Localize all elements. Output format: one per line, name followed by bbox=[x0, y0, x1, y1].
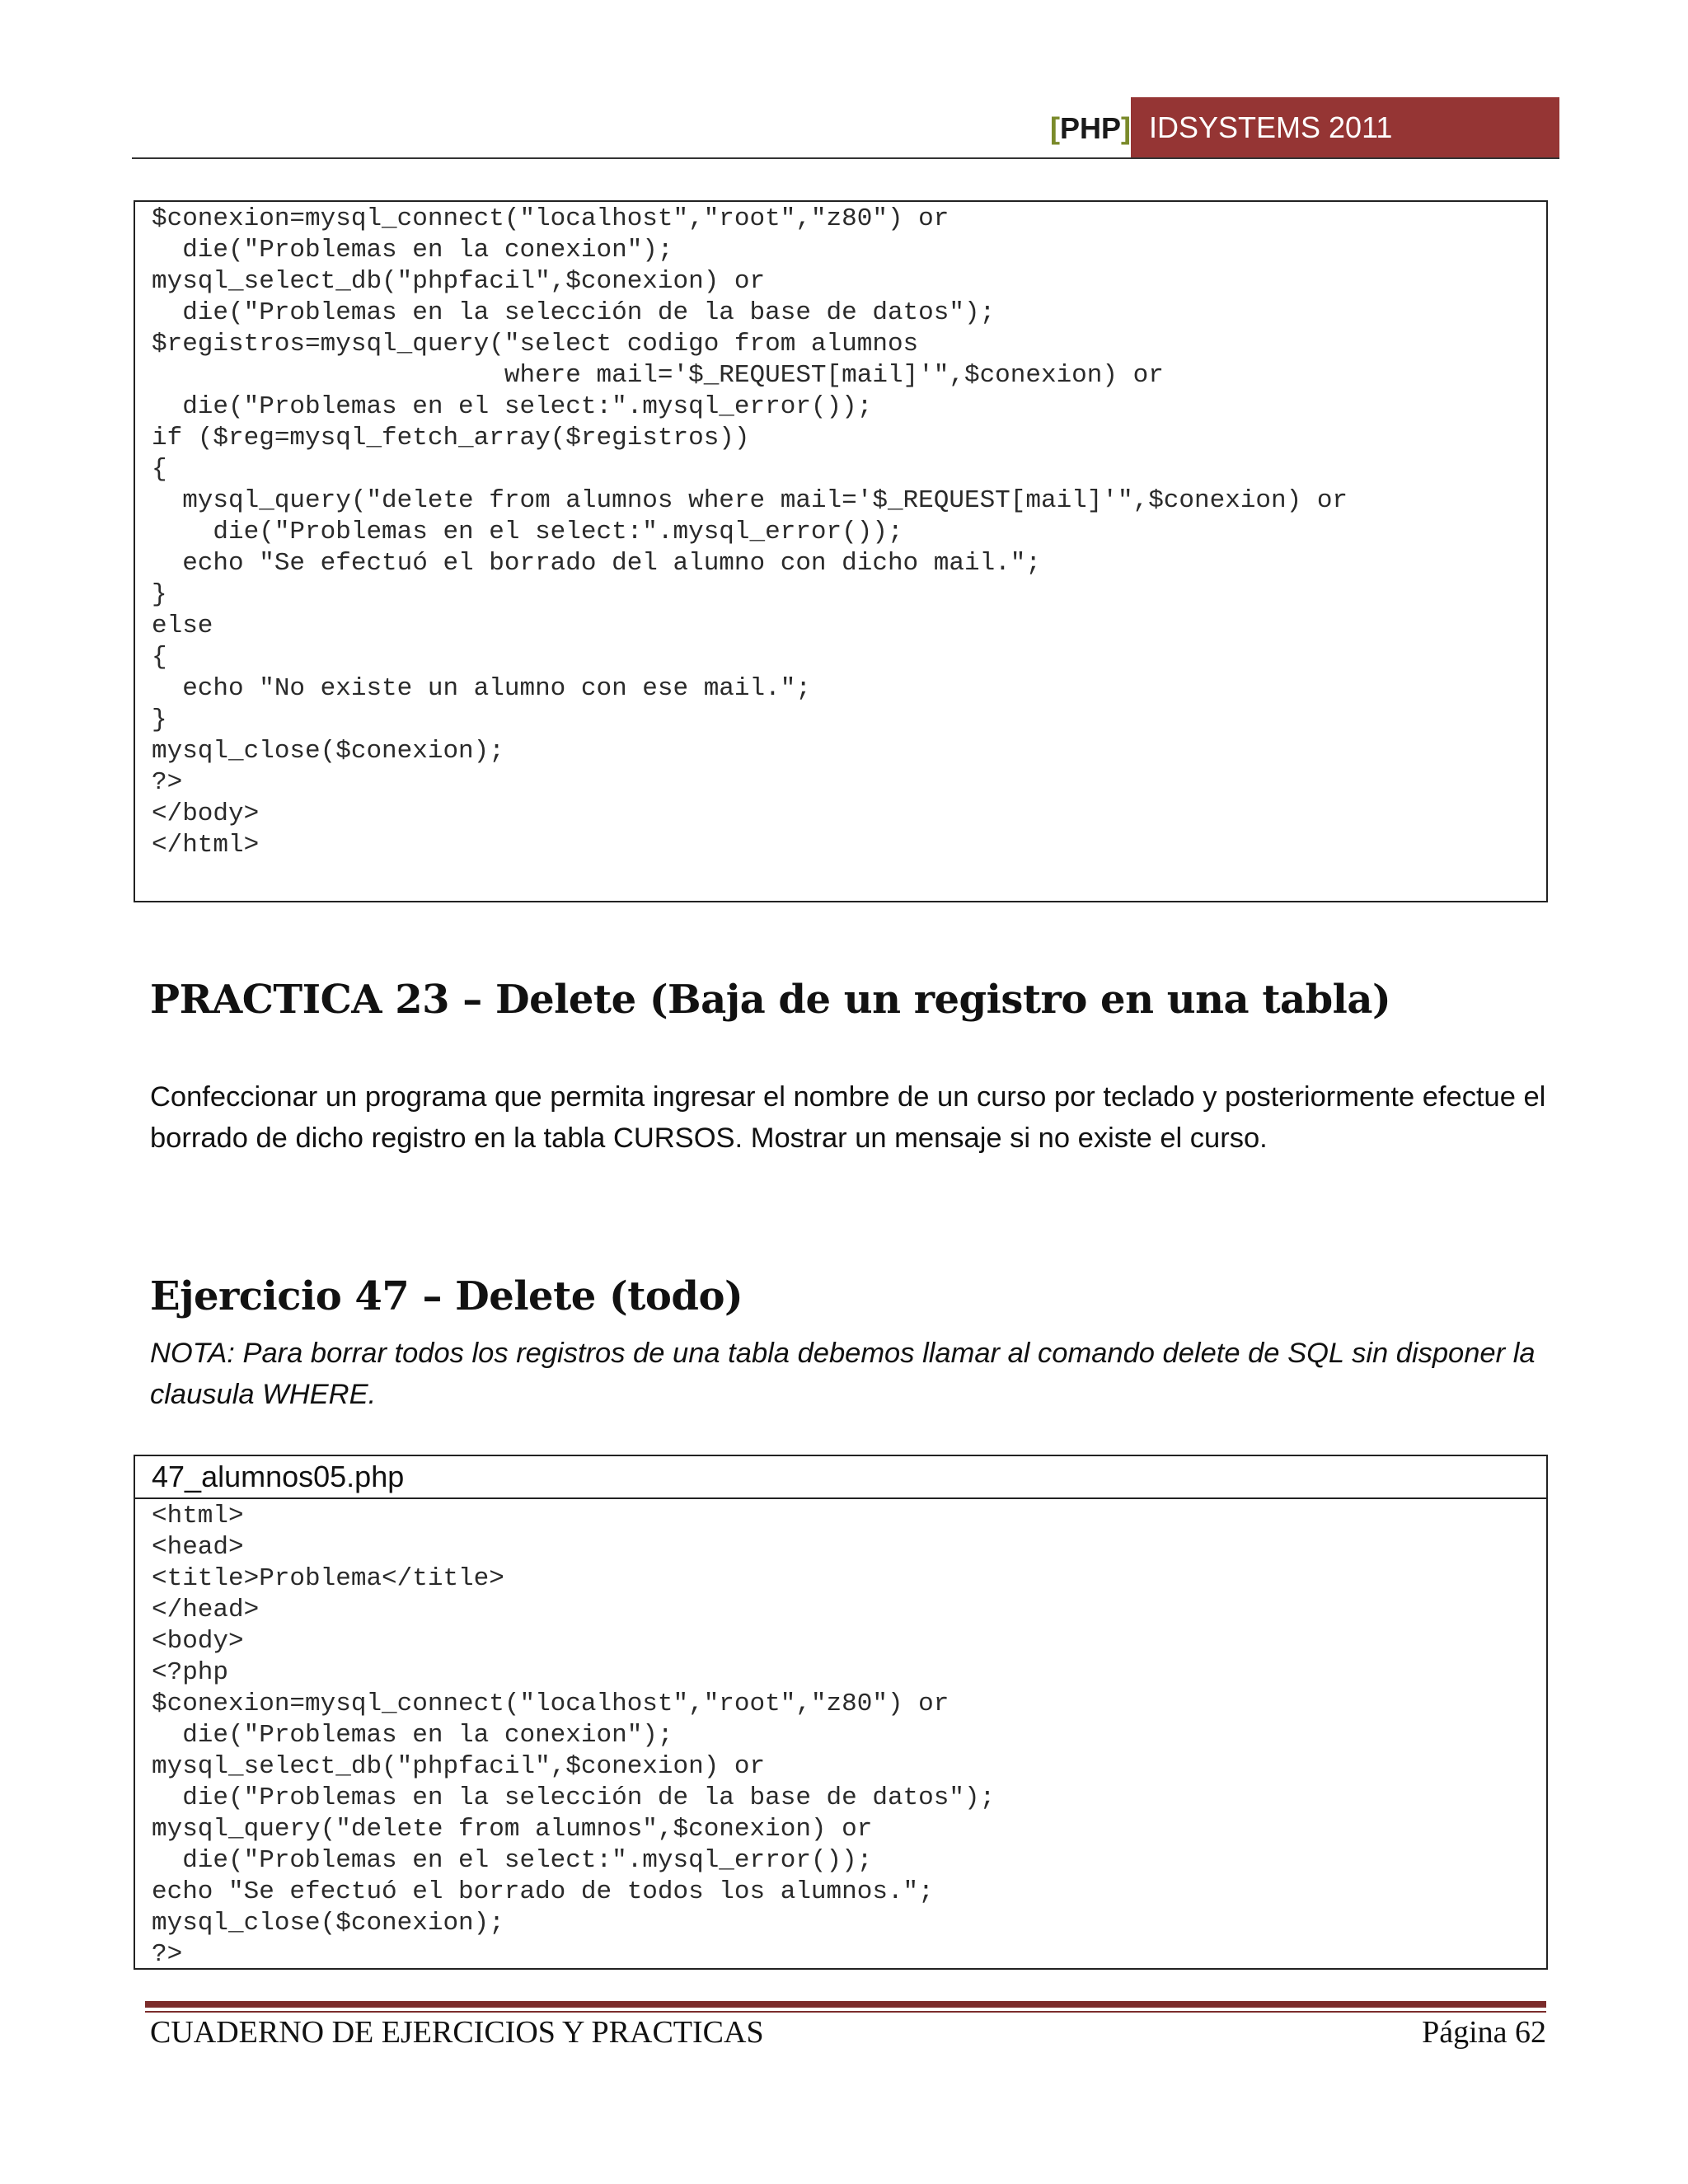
code-line: die("Problemas en la selección de la base de datos"); bbox=[152, 298, 996, 327]
code-block-file bbox=[134, 1455, 1548, 1970]
code-block-continuation bbox=[134, 200, 1548, 902]
code-line: } bbox=[152, 580, 167, 609]
header-divider bbox=[132, 157, 1559, 159]
code-listing bbox=[135, 202, 1546, 861]
code-line: $conexion=mysql_connect("localhost","root","z80") or bbox=[152, 1690, 950, 1718]
code-line: mysql_select_db("phpfacil",$conexion) or bbox=[152, 267, 766, 296]
header-bracket-close: ] bbox=[1121, 111, 1131, 145]
header-bracket-open: [ bbox=[1049, 111, 1060, 145]
code-line: where mail='$_REQUEST[mail]'",$conexion) or bbox=[152, 361, 1164, 390]
practica-title: PRACTICA 23 – Delete (Baja de un registro en una tabla) bbox=[150, 977, 1391, 1023]
code-line: mysql_select_db("phpfacil",$conexion) or bbox=[152, 1752, 766, 1781]
code-line: mysql_close($conexion); bbox=[152, 1909, 504, 1938]
code-line: die("Problemas en el select:".mysql_error()); bbox=[152, 518, 903, 546]
ejercicio-note: NOTA: Para borrar todos los registros de una tabla debemos llamar al comando delete de SQL sin disponer la clausula WHERE. bbox=[150, 1338, 1536, 1410]
code-line: die("Problemas en la conexion"); bbox=[152, 236, 673, 265]
code-line: $conexion=mysql_connect("localhost","root","z80") or bbox=[152, 204, 950, 233]
code-line: <title>Problema</title> bbox=[152, 1564, 504, 1593]
header-org-text: IDSYSTEMS 2011 bbox=[1149, 110, 1393, 144]
code-line: } bbox=[152, 705, 167, 734]
code-line: <head> bbox=[152, 1533, 244, 1562]
code-line: <html> bbox=[152, 1502, 244, 1530]
code-line: die("Problemas en el select:".mysql_error()); bbox=[152, 392, 873, 421]
footer-book-title: CUADERNO DE EJERCICIOS Y PRACTICAS bbox=[150, 2015, 764, 2050]
practica-description: Confeccionar un programa que permita ingresar el nombre de un curso por teclado y posteriormente efectue el borrado de dicho registro en la tabla CURSOS. Mostrar un mensaje si no existe el curso. bbox=[150, 1081, 1546, 1154]
code-line: { bbox=[152, 455, 167, 484]
code-line: </body> bbox=[152, 799, 260, 828]
header-tag-text: PHP bbox=[1059, 111, 1121, 145]
code-line: mysql_close($conexion); bbox=[152, 737, 504, 766]
code-line: if ($reg=mysql_fetch_array($registros)) bbox=[152, 424, 750, 452]
code-line: mysql_query("delete from alumnos",$conexion) or bbox=[152, 1815, 873, 1844]
code-line: </html> bbox=[152, 831, 260, 860]
code-line: ?> bbox=[152, 1940, 183, 1969]
header-tag bbox=[1050, 99, 1131, 158]
footer-page-number: Página 62 bbox=[1422, 2015, 1546, 2050]
ejercicio-title: Ejercicio 47 – Delete (todo) bbox=[150, 1273, 743, 1319]
footer-divider-thick bbox=[145, 2001, 1546, 2008]
header-org-box bbox=[1131, 97, 1559, 158]
code-line: die("Problemas en la selección de la base de datos"); bbox=[152, 1783, 996, 1812]
code-line: { bbox=[152, 643, 167, 672]
code-line: $registros=mysql_query("select codigo from alumnos bbox=[152, 330, 919, 359]
code-line: </head> bbox=[152, 1596, 260, 1624]
code-line: ?> bbox=[152, 768, 183, 797]
code-line: echo "No existe un alumno con ese mail."; bbox=[152, 674, 811, 703]
code-listing bbox=[135, 1499, 1546, 1971]
code-line: mysql_query("delete from alumnos where mail='$_REQUEST[mail]'",$conexion) or bbox=[152, 486, 1348, 515]
code-line: else bbox=[152, 612, 213, 640]
code-filename: 47_alumnos05.php bbox=[135, 1456, 1546, 1499]
code-line: die("Problemas en el select:".mysql_error()); bbox=[152, 1846, 873, 1875]
code-line: echo "Se efectuó el borrado del alumno con dicho mail."; bbox=[152, 549, 1041, 578]
code-line: die("Problemas en la conexion"); bbox=[152, 1721, 673, 1750]
code-line: <body> bbox=[152, 1627, 244, 1656]
code-line: echo "Se efectuó el borrado de todos los alumnos."; bbox=[152, 1877, 934, 1906]
footer-divider-thin bbox=[145, 2011, 1546, 2013]
code-line: <?php bbox=[152, 1658, 229, 1687]
